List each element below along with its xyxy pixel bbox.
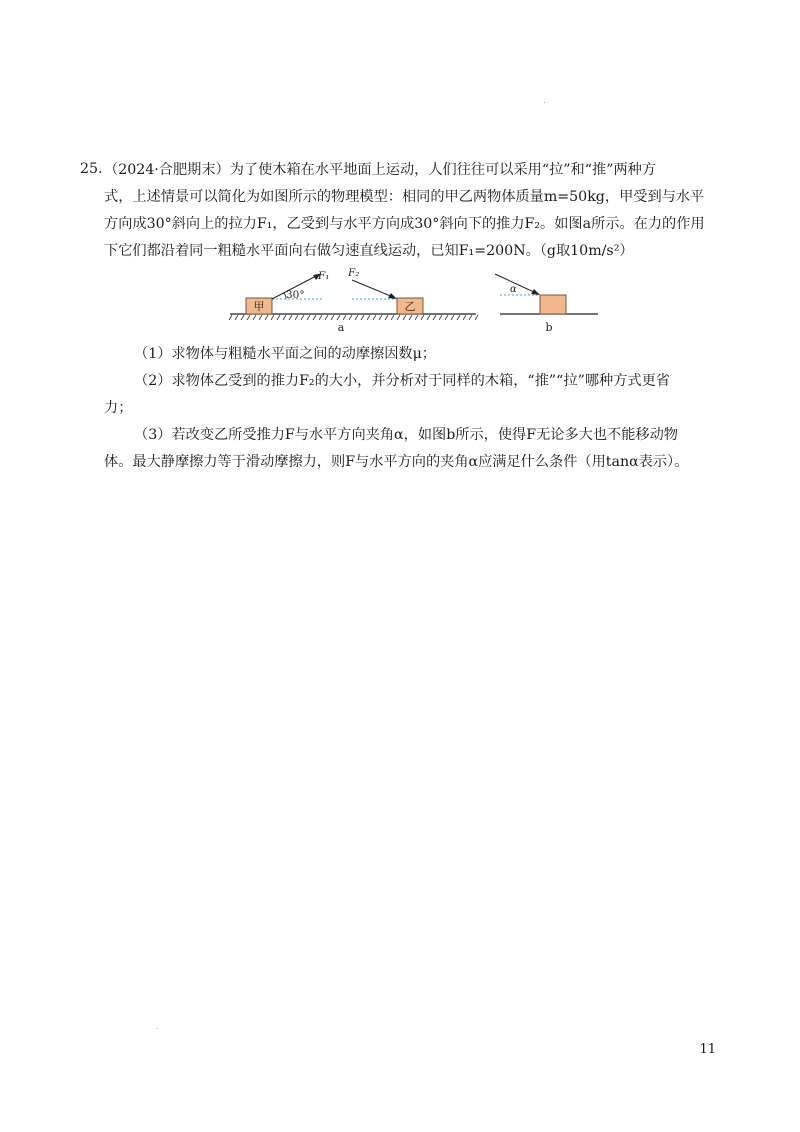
sub-question-1: （1）求物体与粗糙水平面之间的动摩擦因数μ；	[134, 346, 436, 362]
sub-question-2-cont: 力；	[104, 400, 133, 416]
figure-a	[229, 267, 478, 334]
force-f2-arrow	[352, 280, 393, 297]
top-mark: .	[543, 96, 546, 105]
alpha-label: α	[510, 284, 517, 295]
force-f-arrowhead	[531, 289, 540, 295]
question-line-4: 下它们都沿着同一粗糙水平面向右做匀速直线运动，已知F₁=200N。（g取10m/s²）	[104, 243, 634, 259]
force-f1-label: F₁	[318, 270, 330, 282]
force-f2-arrowhead	[388, 293, 397, 299]
figure-a-caption: a	[337, 321, 345, 334]
box-yi-label: 乙	[404, 300, 416, 313]
sub-question-3: （3）若改变乙所受推力F与水平方向夹角α，如图b所示，使得F无论多大也不能移动物	[134, 427, 678, 443]
box-jia-label: 甲	[253, 300, 265, 313]
physics-figure	[228, 262, 608, 336]
box-b	[540, 295, 566, 314]
figure-b-caption: b	[545, 321, 553, 334]
ground-hatch-a	[229, 315, 478, 320]
bottom-mark: .	[156, 1022, 159, 1031]
page-number: 11	[699, 1042, 716, 1057]
sub-question-3-cont: 体。最大静摩擦力等于滑动摩擦力，则F与水平方向的夹角α应满足什么条件（用tanα表示）。	[104, 454, 689, 470]
question-line-1: （2024·合肥期末）为了使木箱在水平地面上运动，人们往往可以采用“拉”和“推”两种方	[104, 162, 657, 178]
angle-30-label: 30°	[286, 289, 305, 301]
sub-question-2: （2）求物体乙受到的推力F₂的大小，并分析对于同样的木箱，“推”“拉”哪种方式更省	[134, 373, 670, 389]
question-line-2: 式，上述情景可以简化为如图所示的物理模型：相同的甲乙两物体质量m=50kg，甲受到与水平	[104, 189, 705, 205]
question-number: 25.	[80, 161, 103, 177]
question-line-3: 方向成30°斜向上的拉力F₁，乙受到与水平方向成30°斜向下的推力F₂。如图a所示。在力的作用	[104, 216, 705, 232]
figure-b	[495, 274, 598, 334]
force-f2-label: F₂	[348, 267, 360, 279]
